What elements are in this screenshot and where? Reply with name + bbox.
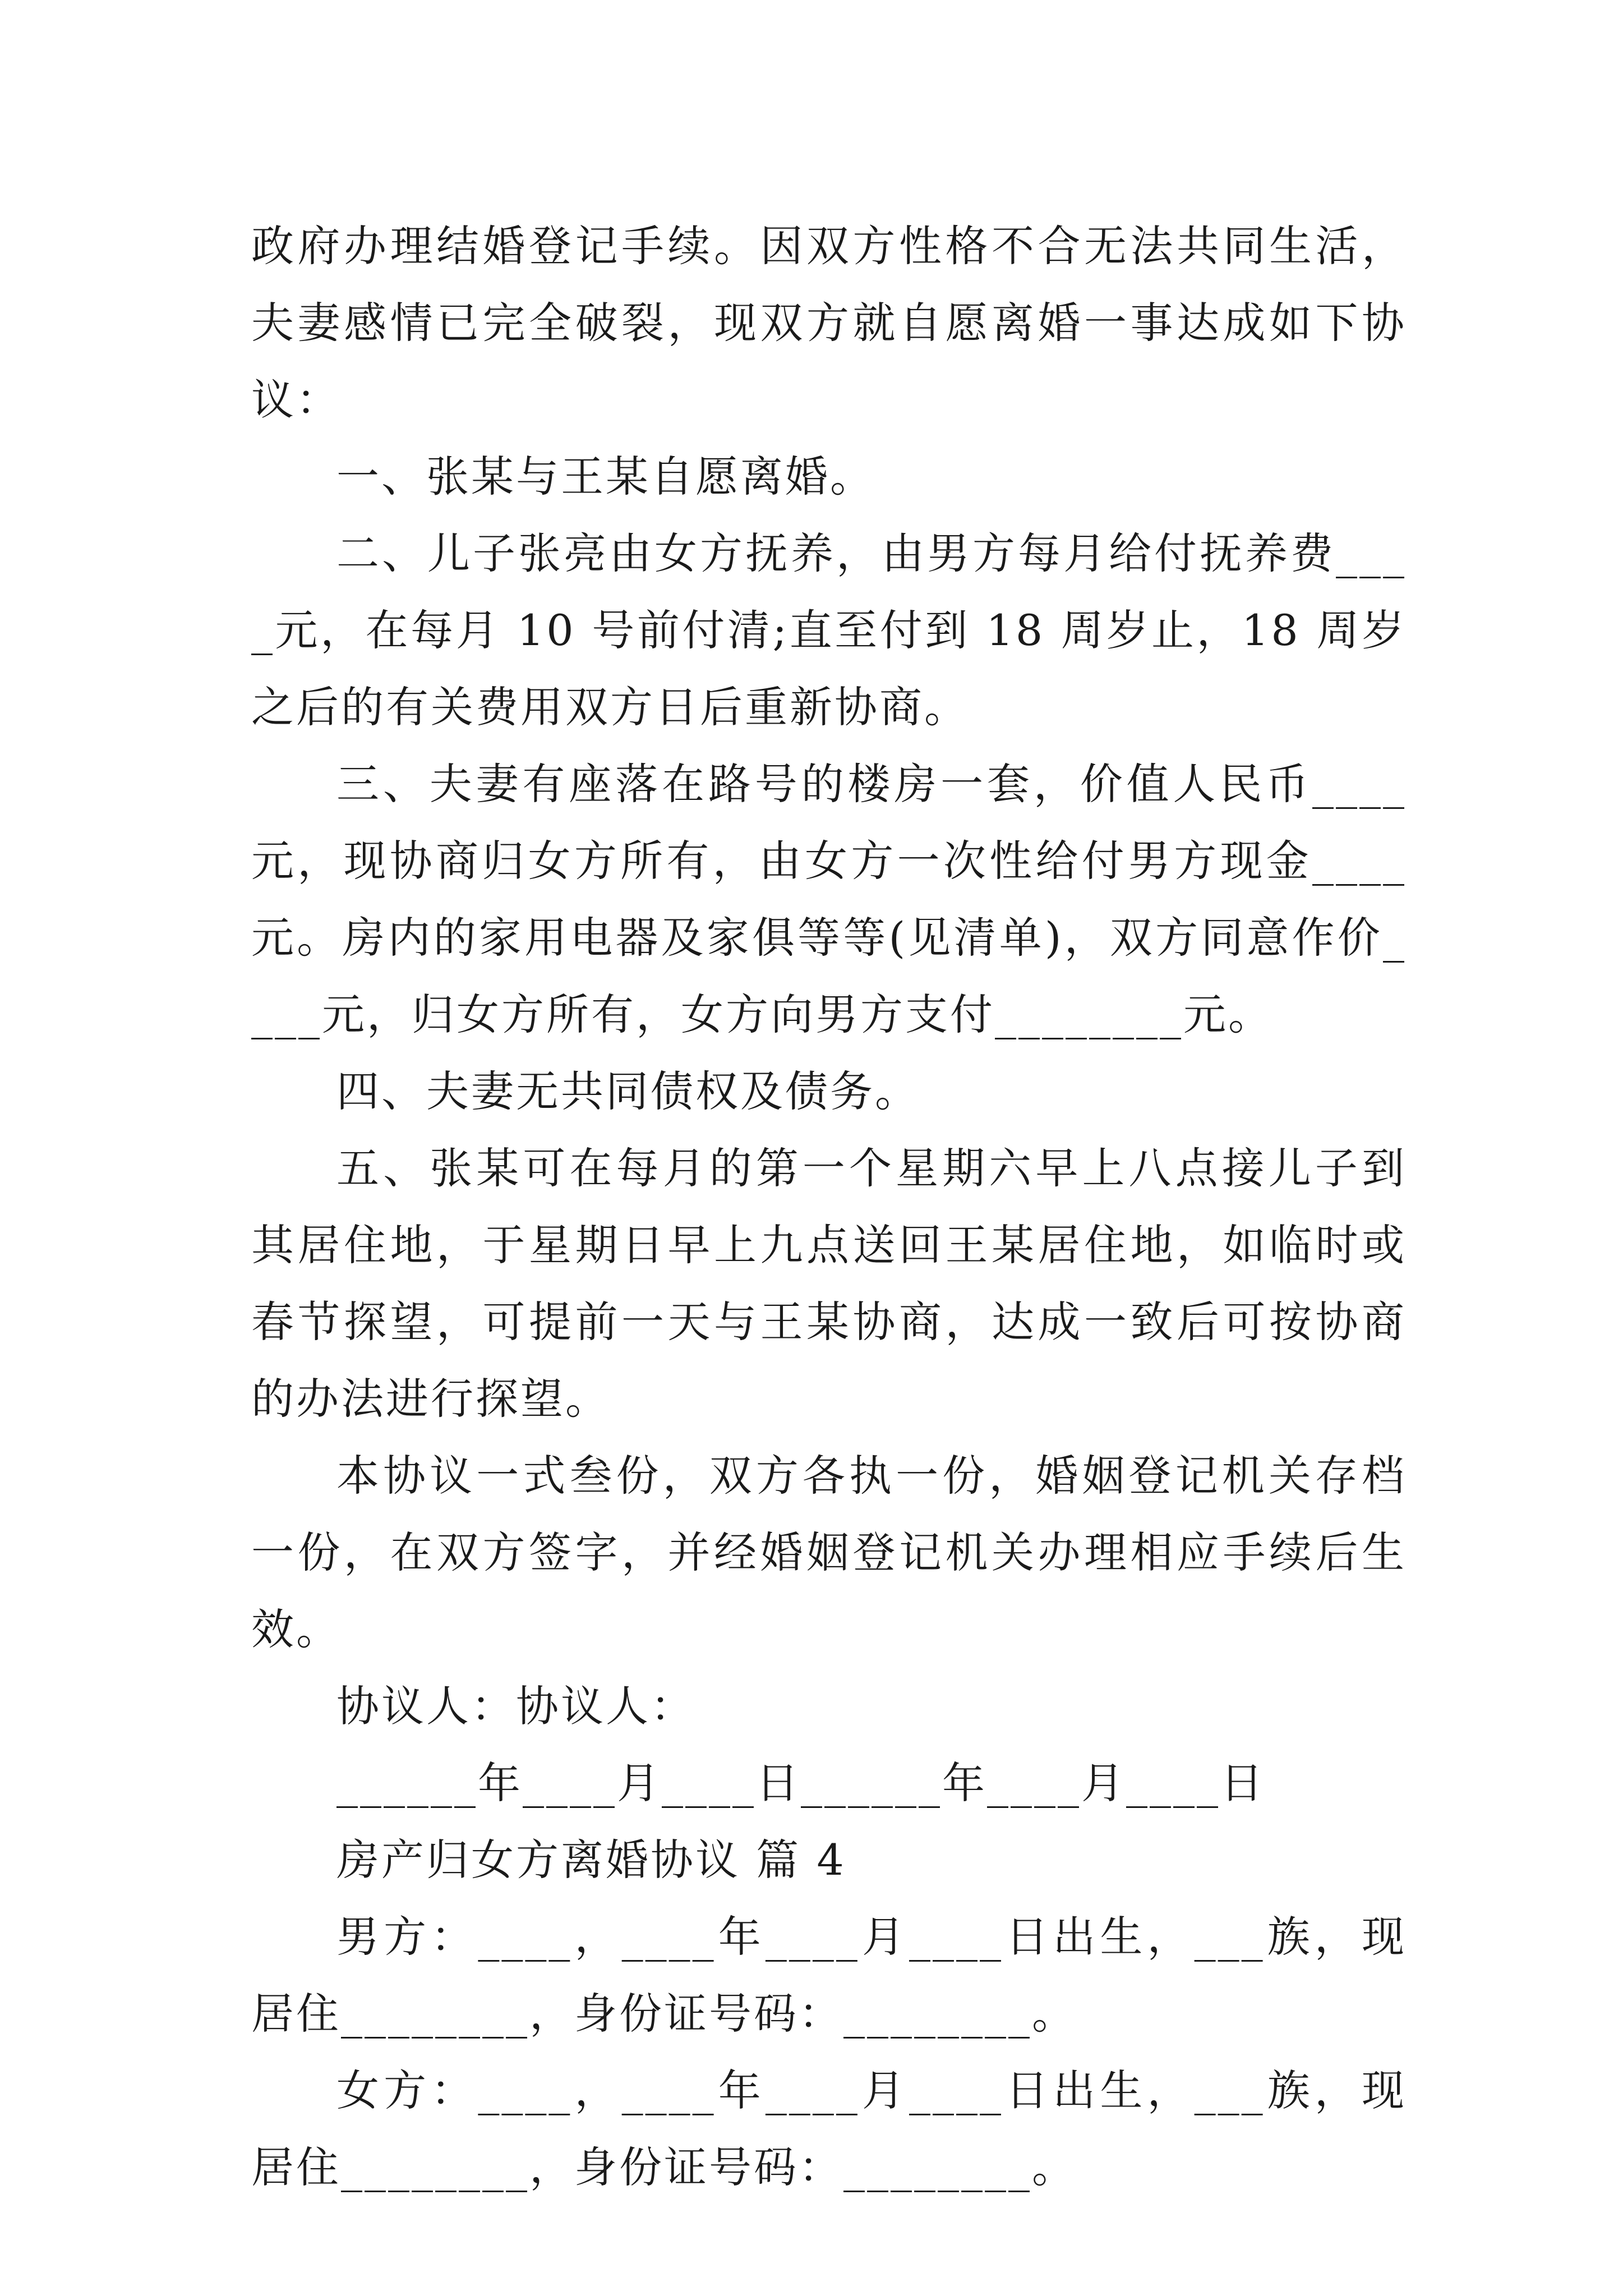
section-heading: 房产归女方离婚协议 篇 4 <box>336 1835 846 1885</box>
male-party-info: 男方：____，____年____月____日出生，___族，现居住________，身份证号码：________。 <box>251 1912 1407 2039</box>
paragraph-clause-5: 五、张某可在每月的第一个星期六早上八点接儿子到其居住地，于星期日早上九点送回王某居住地，如临时或春节探望，可提前一天与王某协商，达成一致后可按协商的办法进行探望。 <box>251 1143 1407 1424</box>
paragraph-intro: 政府办理结婚登记手续。因双方性格不合无法共同生活，夫妻感情已完全破裂，现双方就自愿离婚一事达成如下协议： <box>251 221 1407 425</box>
paragraph-clause-1: 一、张某与王某自愿离婚。 <box>336 452 875 501</box>
document-body <box>251 208 1407 2206</box>
paragraph-clause-4: 四、夫妻无共同债权及债务。 <box>336 1066 920 1116</box>
paragraph-clause-2: 二、儿子张亮由女方抚养，由男方每月给付抚养费____元，在每月 10 号前付清;直至付到 18 周岁止，18 周岁之后的有关费用双方日后重新协商。 <box>251 528 1407 732</box>
female-party-info: 女方：____，____年____月____日出生，___族，现居住________，身份证号码：________。 <box>251 2065 1407 2192</box>
paragraph-validity: 本协议一式叁份，双方各执一份，婚姻登记机关存档一份，在双方签字，并经婚姻登记机关办理相应手续后生效。 <box>251 1451 1407 1654</box>
signatories-line: 协议人：协议人： <box>336 1681 695 1731</box>
paragraph-clause-3: 三、夫妻有座落在路号的楼房一套，价值人民币____元，现协商归女方所有，由女方一次性给付男方现金____元。房内的家用电器及家俱等等(见清单)，双方同意作价____元，归女方所有，女方向男方支付________元。 <box>251 759 1407 1039</box>
date-line: ______年____月____日______年____月____日 <box>336 1758 1265 1808</box>
